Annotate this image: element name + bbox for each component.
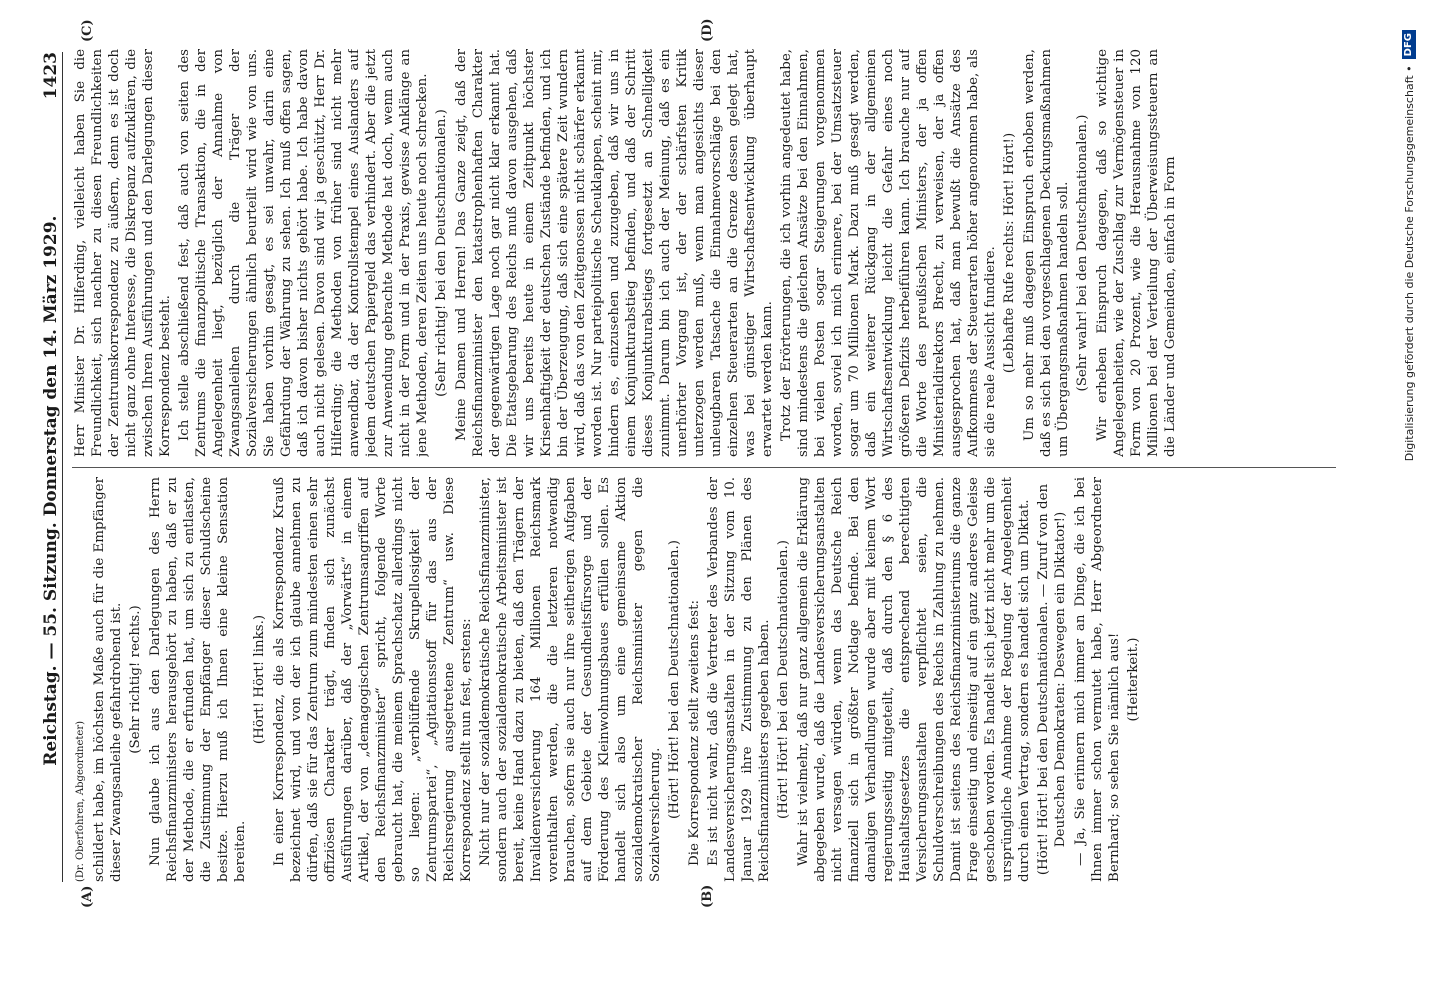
- paragraph: Herr Minister Dr. Hilferding, vielleicht haben Sie die Freundlichkeit, sich nachher zu diesen Freundlichkeiten der Zentrumskorrespondenz zu äußern, denn es ist doch nicht ganz ohne Interesse, die Diskrepanz aufzuklären, die zwischen Ihren Ausführungen und den Darlegungen dieser Korrespondenz besteht.: [73, 49, 173, 457]
- paragraph: Um so mehr muß dagegen Einspruch erhoben werden, daß es sich bei den vorgeschlagenen Deckungsmaßnahmen um Übergangsmaßnahmen handeln soll.: [1022, 49, 1071, 457]
- interjection: (Heiterkeit.): [1126, 637, 1141, 722]
- page-number: 1423: [41, 52, 61, 100]
- left-column: [72, 477, 1342, 882]
- paragraph: Wir erheben Einspruch dagegen, daß so wichtige Angelegenheiten, wie der Zuschlag zur Vermögensteuer in Form von 20 Prozent, wie die Herausnahme von 120 Millionen bei der Verteilung der Überweisungssteuern an die Länder und Gemeinden, einfach in Form: [1095, 49, 1178, 457]
- dfg-logo: DFG: [1402, 30, 1416, 59]
- speaker-prefix: (Dr. Oberfohren, Abgeordneter): [75, 720, 86, 882]
- margin-mark-a: (A): [80, 885, 95, 908]
- page-header: [40, 52, 63, 882]
- paragraph: schildert habe, im höchsten Maße auch für die Empfänger dieser Zwangsanleihe gefahrdrohend ist.: [92, 477, 124, 882]
- interjection: (Sehr richtig! rechts.): [128, 605, 143, 754]
- column-divider: [72, 467, 1336, 468]
- paragraph: In einer Korrespondenz, die als Korrespondenz Krauß bezeichnet wird, und von der ich glaube annehmen zu dürfen, daß sie für das Zentrum zum mindesten einen sehr offiziösen Charakter trägt, finden sich zunächst Ausführungen darüber, daß der „Vorwärts“ in einem Artikel, der von „demagogischen Zentrumsangriffen auf den Reichsfinanzminister“ spricht, folgende Worte gebraucht hat, die meinem Sprachschatz allerdings nicht so liegen: „verblüffende Skrupellosigkeit der Zentrumspartei“, „Agitationsstoff für das aus der Reichsregierung ausgetretene Zentrum“ usw. Diese Korrespondenz stellt nun fest, erstens:: [272, 477, 474, 882]
- paragraph: Die Korrespondenz stellt zweitens fest:: [687, 599, 702, 866]
- paragraph: Trotz der Erörterungen, die ich vorhin angedeutet habe, sind mindestens die gleichen Ansätze bei den Einnahmen, bei vielen Posten sogar Steigerungen vorgenommen worden, soviel ich mich erinnere, bei der Umsatzsteuer sogar um 70 Millionen Mark. Dazu muß gesagt werden, daß ein weiterer Rückgang in der allgemeinen Wirtschaftsentwicklung leicht die Gefahr eines noch größeren Defizits herbeiführen kann. Ich brauche nur auf die Worte des preußischen Ministers, der ja offen Ministerialdirektors Brecht, zu verweisen, der ja offen ausgesprochen hat, daß man bewußt die Ansätze des Aufkommens der Steuerarten höher angenommen habe, als sie die reale Aussicht fundiere.: [779, 49, 998, 457]
- interjection: (Sehr wahr! bei den Deutschnationalen.): [1075, 114, 1090, 392]
- interjection: (Hört! Hört! bei den Deutschnationalen. — Zuruf von den Deutschen Demokraten: Deswegen ein Diktator!): [1036, 483, 1068, 876]
- paragraph: — Ja, Sie erinnern mich immer an Dinge, die ich bei Ihnen immer schon vermutet habe, Herr Abgeordneter Bernhard; so sehen Sie nämlich aus!: [1073, 477, 1122, 882]
- interjection: (Hört! Hört! bei den Deutschnationalen.): [776, 540, 791, 819]
- margin-mark-d: (D): [700, 18, 715, 42]
- margin-mark-b: (B): [700, 884, 715, 908]
- paragraph: Ich stelle abschließend fest, daß auch von seiten des Zentrums die finanzpolitische Transaktion, die in der Angelegenheit liegt, bezüglich der Annahme von Zwangsanleihen durch die Träger der Sozialversicherungen ähnlich beurteilt wird wie von uns. Sie haben vorhin gesagt, es sei unwahr, darin eine Gefährdung der Währung zu sehen. Ich muß offen sagen, daß ich davon bisher nichts gehört habe. Ich habe davon auch nicht gelesen. Davon sind wir ja geschützt, Herr Dr. Hilferding; die Methoden von früher sind nicht mehr anwendbar, da der Kontrollstempel eines Auslanders auf jedem deutschen Papiergeld das verhindert. Aber die jetzt zur Anwendung gebrachte Methode hat doch, wenn auch nicht in der Form und in der Praxis, gewisse Anklänge an jene Methoden, deren Zeiten uns heute noch schrecken.: [177, 49, 430, 457]
- paragraph: Nun glaube ich aus den Darlegungen des Herrn Reichsfinanzministers herausgehört zu haben, daß er zu der Methode, die er erfunden hat, um sich zu entlasten, die Zustimmung der Empfänger dieser Schuldscheine besitze. Hierzu muß ich Ihnen eine kleine Sensation bereiten.: [148, 477, 248, 882]
- page-title: Reichstag. — 55. Sitzung. Donnerstag den 14. März 1929.: [41, 215, 61, 766]
- footer-text: Digitalisierung gefördert durch die Deutsche Forschungsgemeinschaft •: [1402, 65, 1416, 462]
- paragraph: Nicht nur der sozialdemokratische Reichsfinanzminister, sondern auch der sozialdemokratische Arbeitsminister ist bereit, keine Hand dazu zu bieten, daß den Trägern der Invalidenversicherung 164 Millionen Reichsmark vorenthalten werden, die die letzteren notwendig brauchen, sofern sie auch nur ihre seitherigen Aufgaben auf dem Gebiete der Gesundheitsfürsorge und der Förderung des Kleinwohnungsbaues erfüllen sollen. Es handelt sich also um eine gemeinsame Aktion sozialdemokratischer Reichsminister gegen die Sozialversicherung.: [478, 477, 663, 882]
- margin-mark-c: (C): [80, 19, 95, 42]
- interjection: (Hört! Hört! links.): [252, 614, 267, 745]
- paragraph: Meine Damen und Herren! Das Ganze zeigt, daß der Reichsfinanzminister den katastrophenhaften Charakter der gegenwärtigen Lage noch gar nicht klar erkannt hat. Die Etatsgebarung des Reichs muß davon ausgehen, daß wir uns bereits heute in einem Zeitpunkt höchster Krisenhaftigkeit der deutschen Zustände befinden, und ich bin der Überzeugung, daß sich eine spätere Zeit wundern wird, daß das von den Zeitgenossen nicht schärfer erkannt worden ist. Nur parteipolitische Scheuklappen, scheint mir, hindern es, einzusehen und zuzugeben, daß wir uns in einem Konjunkturabstieg befinden, und daß der Schritt dieses Konjunkturabstiegs fortgesetzt an Schnelligkeit zunimmt. Darum bin ich auch der Meinung, daß es ein unerhörter Vorgang ist, der der schärfsten Kritik unterzogen werden muß, wenn man angesichts dieser unleugbaren Tatsache die Einnahmevorschläge bei den einzelnen Steuerarten an die Grenze dessen gelegt hat, was bei günstiger Wirtschaftsentwicklung überhaupt erwartet werden kann.: [454, 49, 775, 457]
- paragraph: Wahr ist vielmehr, daß nur ganz allgemein die Erklärung abgegeben wurde, daß die Landesversicherungsanstalten nicht versagen würden, wenn das Deutsche Reich finanziell sich in größter Notlage befinde. Bei den damaligen Verhandlungen wurde aber mit keinem Wort regierungsseitig mitgeteilt, daß durch den § 6 des Haushaltsgesetzes die entsprechend berechtigten Versicherungsanstalten verpflichtet seien, die Schuldverschreibungen des Reichs in Zahlung zu nehmen. Damit ist seitens des Reichsfinanzministeriums die ganze Frage einseitig und einseitig auf ein ganz anderes Geleise geschoben worden. Es handelt sich jetzt nicht mehr um die ursprüngliche Annahme der Regelung der Angelegenheit durch einen Vertrag, sondern es handelt sich um Diktat.: [796, 477, 1032, 882]
- interjection: (Sehr richtig! bei den Deutschnationalen.): [434, 109, 449, 397]
- interjection: (Lebhafte Rufe rechts: Hört! Hört!): [1002, 132, 1017, 374]
- paragraph: Es ist nicht wahr, daß die Vertreter des Verbandes der Landesversicherungsanstalten in der Sitzung vom 10. Januar 1929 ihre Zustimmung zu den Plänen des Reichsfinanzministers gegeben haben.: [706, 477, 772, 882]
- right-column: [72, 49, 1342, 457]
- digitization-footer: [1400, 0, 1418, 1000]
- interjection: (Hört! Hört! bei den Deutschnationalen.): [667, 540, 682, 819]
